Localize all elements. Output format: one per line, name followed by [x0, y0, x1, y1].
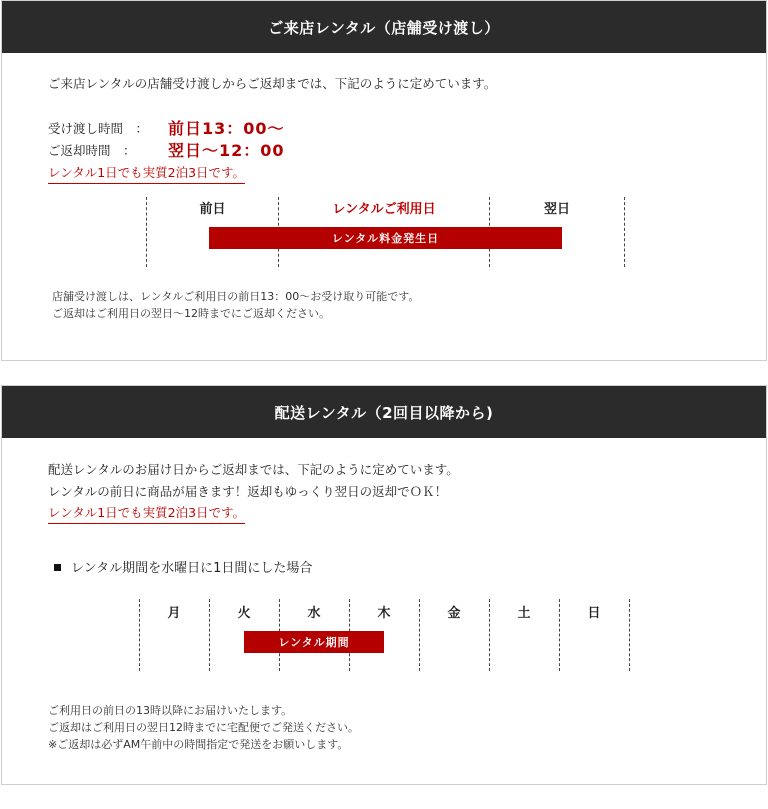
store-rental-title: ご来店レンタル（店舗受け渡し）: [2, 1, 766, 53]
store-intro: ご来店レンタルの店舗受け渡しからご返却までは、下記のように定めています。: [48, 76, 497, 91]
delivery-footnote-3: ※ご返却は必ずAM午前中の時間指定で発送をお願いします。: [48, 738, 349, 751]
day-after-label: 翌日: [543, 202, 570, 217]
store-footnote-2: ご返却はご利用日の翌日〜12時までにご返却ください。: [52, 307, 330, 320]
weekday-thu: 木: [377, 606, 391, 621]
day-before-label: 前日: [199, 202, 226, 217]
pickup-time-value: 前日13：00〜: [168, 119, 285, 138]
rental-day-label: レンタルご利用日: [332, 202, 436, 217]
weekday-mon: 月: [167, 606, 181, 621]
store-note-red: レンタル1日でも実質2泊3日です。: [48, 163, 245, 184]
example-heading: [54, 557, 312, 576]
delivery-intro-2: レンタルの前日に商品が届きます！返却もゆっくり翌日の返却でＯＫ！: [48, 484, 448, 499]
return-time-value: 翌日〜12：00: [168, 141, 285, 160]
delivery-rental-title: 配送レンタル（2回目以降から): [2, 386, 766, 438]
weekday-fri: 金: [447, 606, 461, 621]
store-rental-panel: [1, 0, 767, 361]
rental-period-bar: レンタル期間: [244, 631, 384, 653]
rental-fee-period-bar: レンタル料金発生日: [209, 227, 562, 249]
delivery-rental-panel: [1, 385, 767, 785]
weekday-wed: 水: [307, 606, 321, 621]
return-time-label: ご返却時間 ：: [48, 143, 136, 158]
square-bullet-icon: [54, 564, 61, 571]
timeline-divider: [624, 197, 625, 267]
timeline-divider: [629, 599, 630, 671]
delivery-intro-1: 配送レンタルのお届け日からご返却までは、下記のように定めています。: [48, 462, 459, 477]
pickup-time-label: 受け渡し時間 ：: [48, 121, 149, 136]
weekday-tue: 火: [237, 606, 251, 621]
delivery-note-red: レンタル1日でも実質2泊3日です。: [48, 503, 245, 524]
delivery-footnote-1: ご利用日の前日の13時以降にお届けいたします。: [48, 704, 293, 717]
weekday-sun: 日: [587, 606, 601, 621]
weekday-sat: 土: [517, 606, 531, 621]
store-footnote-1: 店舗受け渡しは、レンタルご利用日の前日13：00〜お受け取り可能です。: [52, 290, 420, 303]
example-heading-text: レンタル期間を水曜日に1日間にした場合: [71, 561, 313, 576]
delivery-footnote-2: ご返却はご利用日の翌日12時までに宅配便でご発送ください。: [48, 721, 359, 734]
